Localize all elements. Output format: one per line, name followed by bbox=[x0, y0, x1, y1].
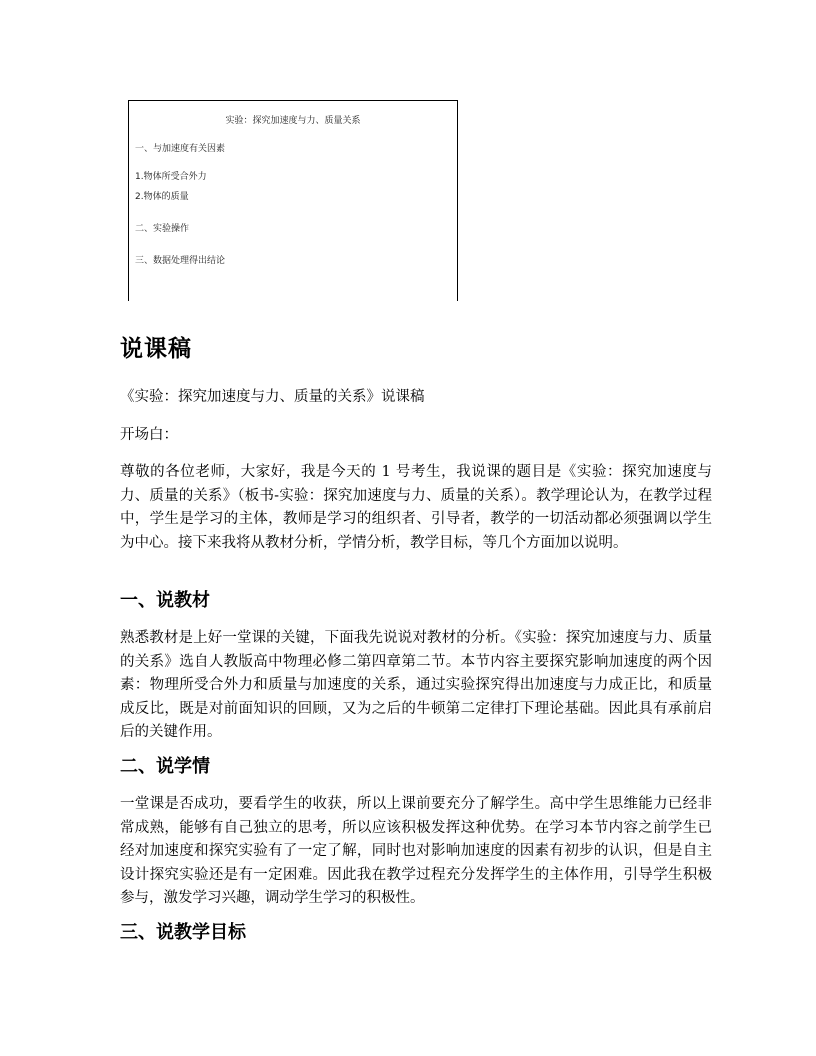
doc-subtitle: 《实验：探究加速度与力、质量的关系》说课稿 bbox=[120, 389, 425, 405]
textbook-paragraph: 熟悉教材是上好一堂课的关键，下面我先说说对教材的分析。《实验：探究加速度与力、质量的关系》选自人教版高中物理必修二第四章第二节。本节内容主要探究影响加速度的两个因素：物理所受合外力和质量与加速度的关系，通过实验探究得出加速度与力成正比，和质量成反比，既是对前面知识的回顾，又为之后的牛顿第二定律打下理论基础。因此具有承前启后的关键作用。 bbox=[120, 630, 712, 740]
board-line: 三、数据处理得出结论 bbox=[135, 256, 226, 266]
page-title: 说课稿 bbox=[120, 336, 192, 362]
opening-paragraph: 尊敬的各位老师，大家好，我是今天的 1 号考生，我说课的题目是《实验：探究加速度与力、质量的关系》（板书-实验：探究加速度与力、质量的关系）。教学理论认为，在教学过程中，学生是学习的主体，教师是学习的组织者、引导者，教学的一切活动都必须强调以学生为中心。接下来我将从教材分析，学情分析，教学目标，等几个方面加以说明。 bbox=[120, 464, 712, 551]
section-heading-textbook: 一、说教材 bbox=[120, 590, 210, 611]
board-title: 实验：探究加速度与力、质量关系 bbox=[225, 116, 361, 126]
section-heading-goals: 三、说教学目标 bbox=[120, 922, 246, 943]
opening-label: 开场白： bbox=[120, 427, 178, 443]
board-line: 1.物体所受合外力 bbox=[135, 172, 207, 182]
board-line: 一、与加速度有关因素 bbox=[135, 144, 226, 154]
board-line: 2.物体的质量 bbox=[135, 192, 189, 202]
board-line: 二、实验操作 bbox=[135, 224, 190, 234]
blackboard-image bbox=[128, 100, 458, 301]
section-heading-students: 二、说学情 bbox=[120, 756, 210, 777]
students-paragraph: 一堂课是否成功，要看学生的收获，所以上课前要充分了解学生。高中学生思维能力已经非常成熟，能够有自己独立的思考，所以应该积极发挥这种优势。在学习本节内容之前学生已经对加速度和探究实验有了一定了解，同时也对影响加速度的因素有初步的认识，但是自主设计探究实验还是有一定困难。因此我在教学过程充分发挥学生的主体作用，引导学生积极参与，激发学习兴趣，调动学生学习的积极性。 bbox=[120, 796, 712, 906]
